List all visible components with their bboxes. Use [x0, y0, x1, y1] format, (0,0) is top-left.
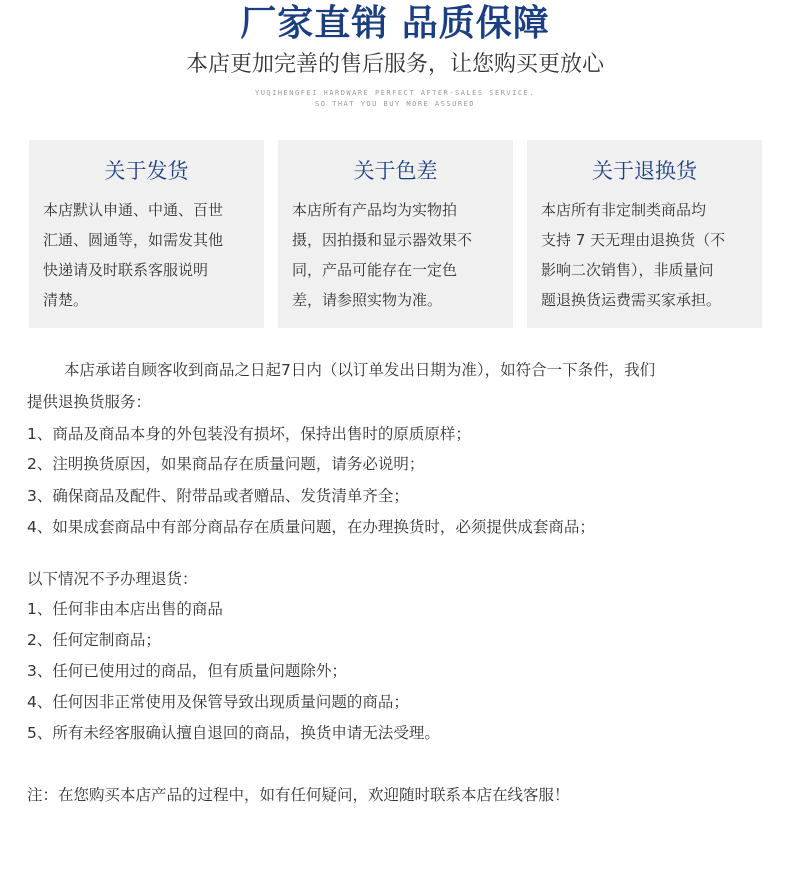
card-returns-body	[541, 195, 751, 315]
exclusion-item: 4、任何因非正常使用及保管导致出现质量问题的商品；	[27, 693, 409, 711]
card-line: 题退换货运费需买家承担。	[541, 291, 722, 309]
exclusions-heading: 以下情况不予办理退货：	[27, 570, 198, 588]
card-color-difference-body	[292, 195, 502, 315]
card-shipping-title: 关于发货	[104, 159, 189, 183]
card-line: 摄，因拍摄和显示器效果不	[292, 231, 473, 249]
card-line: 支持 7 天无理由退换货（不	[541, 231, 726, 249]
card-shipping-body	[43, 195, 253, 315]
page-title: 厂家直销 品质保障	[240, 3, 550, 44]
exclusion-item: 2、任何定制商品；	[27, 631, 161, 649]
card-line: 本店默认申通、中通、百世	[43, 201, 224, 219]
condition-item: 2、注明换货原因，如果商品存在质量问题，请务必说明；	[27, 455, 425, 473]
card-color-difference-title: 关于色差	[353, 159, 438, 183]
card-line: 本店所有非定制类商品均	[541, 201, 707, 219]
card-line: 清楚。	[43, 291, 89, 309]
condition-item: 3、确保商品及配件、附带品或者赠品、发货清单齐全；	[27, 487, 409, 505]
page-subtitle: 本店更加完善的售后服务，让您购买更放心	[185, 52, 604, 77]
note-text: 注：在您购买本店产品的过程中，如有任何疑问，欢迎随时联系本店在线客服！	[27, 786, 570, 804]
card-color-difference	[278, 140, 513, 328]
card-returns-title: 关于退换货	[592, 159, 697, 183]
exclusion-item: 1、任何非由本店出售的商品	[27, 600, 223, 618]
exclusion-item: 3、任何已使用过的商品，但有质量问题除外；	[27, 662, 347, 680]
card-line: 同，产品可能存在一定色	[292, 261, 458, 279]
card-line: 影响二次销售），非质量问	[541, 261, 714, 279]
english-tagline-2: SO THAT YOU BUY MORE ASSURED	[314, 100, 475, 108]
card-line: 快递请及时联系客服说明	[43, 261, 209, 279]
card-returns	[527, 140, 762, 328]
english-tagline-1: YUQIHENGFEI HARDWARE PERFECT AFTER-SALES SERVICE.	[254, 89, 535, 97]
card-line: 差，请参照实物为准。	[292, 291, 443, 309]
card-line: 本店所有产品均为实物拍	[292, 201, 458, 219]
condition-item: 4、如果成套商品中有部分商品存在质量问题，在办理换货时，必须提供成套商品；	[27, 518, 595, 536]
card-shipping	[29, 140, 264, 328]
policy-intro-line1: 本店承诺自顾客收到商品之日起7日内（以订单发出日期为准），如符合一下条件，我们	[64, 361, 656, 379]
card-line: 汇通、圆通等，如需发其他	[43, 231, 224, 249]
policy-intro-line2: 提供退换货服务：	[27, 393, 152, 411]
condition-item: 1、商品及商品本身的外包装没有损坏，保持出售时的原质原样；	[27, 425, 471, 443]
exclusion-item: 5、所有未经客服确认擅自退回的商品，换货申请无法受理。	[27, 724, 440, 742]
